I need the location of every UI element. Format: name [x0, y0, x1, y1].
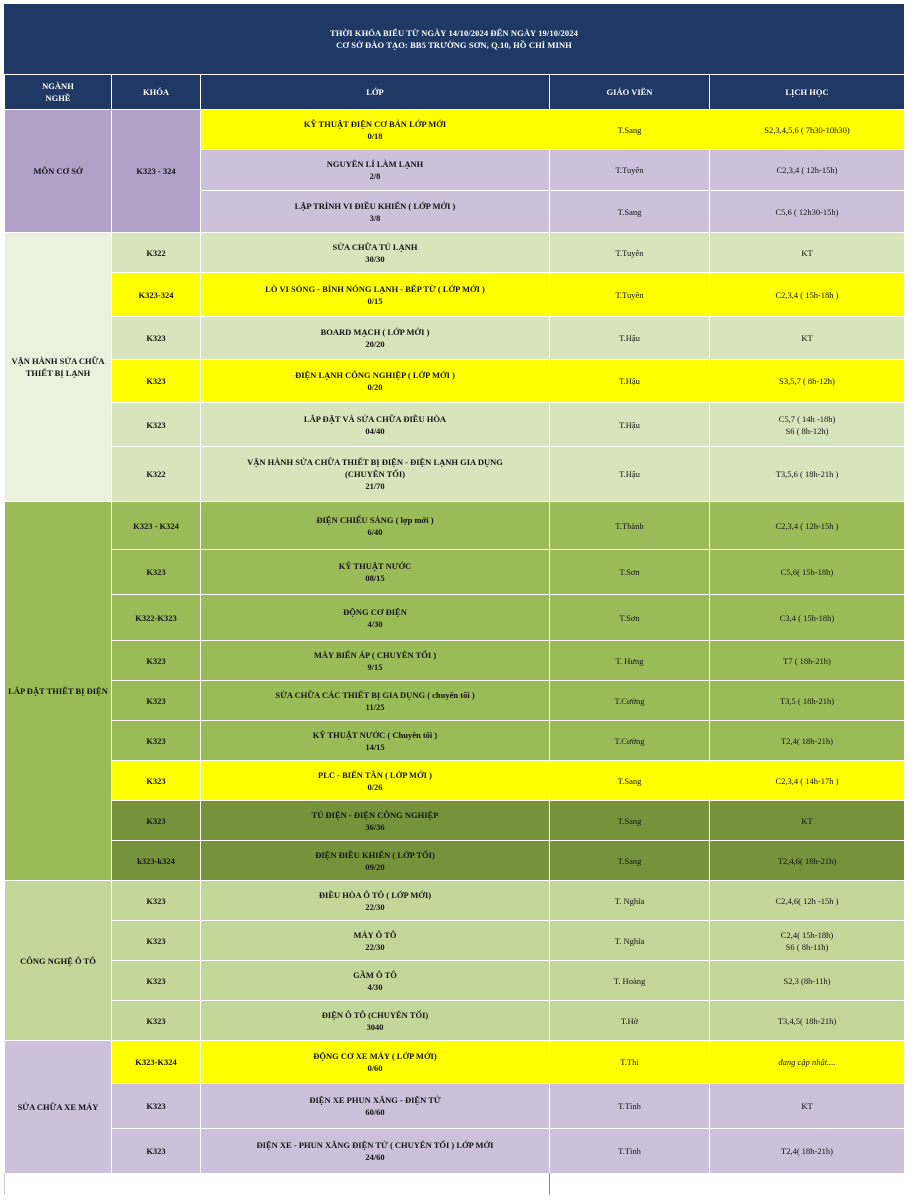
- lich-hoc-text: T3,5,6 ( 18h-21h ): [775, 469, 839, 479]
- lich-hoc-text-2: S6 ( 8h-12h): [785, 425, 829, 436]
- lich-hoc-text: S3,5,7 ( 8h-12h): [779, 376, 835, 386]
- lop-enrollment: 6/40: [367, 526, 383, 537]
- lich-hoc-cell: [710, 233, 905, 273]
- table-row: [5, 1084, 905, 1129]
- khoa-cell: K323: [112, 961, 201, 1001]
- lop-cell: [201, 317, 550, 360]
- lich-hoc-cell: [710, 191, 905, 233]
- khoa-cell: K323-324: [112, 273, 201, 317]
- header-lich-hoc: LỊCH HỌC: [710, 75, 905, 110]
- lich-hoc-cell: [710, 550, 905, 595]
- lich-hoc-cell: [710, 595, 905, 641]
- giao-vien-cell: T.Sơn: [550, 595, 710, 641]
- giao-vien-cell: T.Sang: [550, 841, 710, 881]
- lop-enrollment: 60/60: [365, 1107, 385, 1117]
- lop-cell: [201, 550, 550, 595]
- lich-hoc-cell: [710, 447, 905, 502]
- lop-name: NGUYÊN LÍ LÀM LẠNH: [326, 159, 424, 169]
- lich-hoc-cell: [710, 721, 905, 761]
- lich-hoc-cell: [710, 801, 905, 841]
- lop-enrollment: 21/70: [365, 481, 385, 491]
- table-row: [5, 1001, 905, 1041]
- table-row: [5, 317, 905, 360]
- giao-vien-cell: T.Tình: [550, 1084, 710, 1129]
- giao-vien-cell: T.Tuyên: [550, 273, 710, 317]
- lich-hoc-cell: [710, 317, 905, 360]
- lop-enrollment: 4/30: [367, 981, 383, 992]
- lop-name: ĐIỀU HÒA Ô TÔ ( LỚP MỚI): [318, 889, 432, 900]
- khoa-cell: K323: [112, 721, 201, 761]
- khoa-cell: K323 - K324: [112, 502, 201, 550]
- header-nganh-nghe: [5, 75, 112, 110]
- lop-cell: [201, 1084, 550, 1129]
- khoa-cell: K323: [112, 921, 201, 961]
- khoa-cell: K323: [112, 403, 201, 447]
- giao-vien-cell: T.Cường: [550, 681, 710, 721]
- giao-vien-cell: T.Hờ: [550, 1001, 710, 1041]
- nganh-nghe-cell: VẬN HÀNH SỬA CHỮA THIẾT BỊ LẠNH: [5, 233, 112, 502]
- table-row: [5, 595, 905, 641]
- table-row: [5, 550, 905, 595]
- lop-name: ĐIỆN XE PHUN XĂNG - ĐIỆN TỬ: [309, 1095, 441, 1105]
- lich-hoc-cell: [710, 403, 905, 447]
- lop-enrollment: 14/15: [365, 741, 385, 752]
- lop-enrollment: 0/26: [367, 781, 383, 792]
- lop-cell: [201, 1129, 550, 1174]
- giao-vien-cell: T. Nghĩa: [550, 881, 710, 921]
- lop-enrollment: 3/8: [369, 212, 381, 223]
- lich-hoc-cell: [710, 641, 905, 681]
- lop-enrollment: 22/30: [365, 901, 385, 912]
- giao-vien-cell: T.Tuyên: [550, 233, 710, 273]
- giao-vien-cell: T. Hưng: [550, 641, 710, 681]
- giao-vien-cell: T.Thành: [550, 502, 710, 550]
- lop-cell: [201, 961, 550, 1001]
- lop-name: KỸ THUẬT NƯỚC: [338, 561, 412, 571]
- lop-cell: [201, 403, 550, 447]
- khoa-cell: K323: [112, 1084, 201, 1129]
- lich-hoc-cell: [710, 110, 905, 150]
- lop-enrollment: 0/18: [367, 130, 383, 141]
- giao-vien-cell: T.Sang: [550, 110, 710, 150]
- table-row: [5, 961, 905, 1001]
- table-row: [5, 110, 905, 150]
- nganh-nghe-cell: CÔNG NGHỆ Ô TÔ: [5, 881, 112, 1041]
- nganh-nghe-cell: LẮP ĐẶT THIẾT BỊ ĐIỆN: [5, 502, 112, 881]
- lich-hoc-cell: [710, 961, 905, 1001]
- khoa-cell: K323 - 324: [112, 110, 201, 233]
- schedule-location: CƠ SỞ ĐÀO TẠO: BB5 TRƯỜNG SƠN, Q.10, HỒ CHÍ MINH: [336, 40, 572, 50]
- giao-vien-cell: T.Sơn: [550, 550, 710, 595]
- schedule-title: THỜI KHÓA BIỂU TỪ NGÀY 14/10/2024 ĐẾN NGÀY 19/10/2024: [330, 28, 578, 38]
- lich-hoc-text: KT: [801, 1101, 813, 1111]
- lop-name: KỸ THUẬT NƯỚC ( Chuyên tối ): [312, 729, 438, 740]
- giao-vien-cell: T. Hoàng: [550, 961, 710, 1001]
- khoa-cell: K323: [112, 881, 201, 921]
- lop-cell: [201, 681, 550, 721]
- lop-cell: [201, 447, 550, 502]
- lich-hoc-cell: [710, 150, 905, 191]
- khoa-cell: K323: [112, 360, 201, 403]
- table-row: [5, 360, 905, 403]
- table-row: [5, 641, 905, 681]
- lich-hoc-text: KT: [801, 815, 813, 826]
- giao-vien-cell: T.Hậu: [550, 403, 710, 447]
- lop-name: SỬA CHỮA TỦ LẠNH: [332, 241, 418, 252]
- lop-name-note: (CHUYÊN TỐI): [344, 469, 406, 479]
- lich-hoc-cell: [710, 1001, 905, 1041]
- lop-cell: [201, 595, 550, 641]
- header-nganh-label: NGÀNH: [42, 81, 74, 91]
- giao-vien-cell: T.Tình: [550, 1129, 710, 1174]
- giao-vien-cell: T.Sang: [550, 761, 710, 801]
- lop-name: ĐỘNG CƠ ĐIỆN: [343, 606, 407, 617]
- khoa-cell: K323: [112, 317, 201, 360]
- lich-hoc-text: C5,6 ( 12h30-15h): [775, 206, 839, 217]
- lich-hoc-cell: [710, 273, 905, 317]
- lop-name: LẮP ĐẶT VÀ SỬA CHỮA ĐIỀU HÒA: [303, 413, 447, 424]
- lich-hoc-text: C2,3,4 ( 12h-15h ): [775, 520, 839, 531]
- lich-hoc-cell: [710, 502, 905, 550]
- table-row: [5, 681, 905, 721]
- khoa-cell: K322: [112, 233, 201, 273]
- lop-name: LÒ VI SÓNG - BÌNH NÓNG LẠNH - BẾP TỪ ( LỚP MỚI ): [265, 283, 485, 294]
- giao-vien-cell: T.Sang: [550, 191, 710, 233]
- lop-enrollment: 24/60: [365, 1152, 385, 1162]
- lop-enrollment: 11/25: [365, 701, 385, 712]
- lich-hoc-cell: [710, 1084, 905, 1129]
- table-row: [5, 403, 905, 447]
- lop-cell: [201, 1001, 550, 1041]
- lich-hoc-text: T2,4( 18h-21h): [781, 735, 833, 746]
- lop-enrollment: 09/20: [365, 861, 385, 872]
- nganh-nghe-cell: MÔN CƠ SỞ: [5, 110, 112, 233]
- lop-enrollment: 2/8: [369, 171, 381, 181]
- lop-enrollment: 9/15: [367, 661, 383, 672]
- lich-hoc-text: C2,3,4 ( 12h-15h): [776, 165, 838, 175]
- khoa-cell: K323: [112, 761, 201, 801]
- table-row: [5, 233, 905, 273]
- lop-name: PLC - BIẾN TẦN ( LỚP MỚI ): [318, 769, 432, 780]
- lop-cell: [201, 801, 550, 841]
- lop-name: TỦ ĐIỆN - ĐIỆN CÔNG NGHIỆP: [311, 809, 439, 820]
- lop-name: MÁY BIẾN ÁP ( CHUYÊN TỐI ): [313, 649, 437, 660]
- lop-cell: [201, 150, 550, 191]
- lop-name: LẬP TRÌNH VI ĐIỀU KHIỂN ( LỚP MỚI ): [294, 200, 456, 211]
- lop-enrollment: 0/20: [367, 382, 383, 392]
- giao-vien-cell: T.Hậu: [550, 360, 710, 403]
- lop-cell: [201, 1041, 550, 1084]
- lop-cell: [201, 881, 550, 921]
- lop-name: VẬN HÀNH SỬA CHỮA THIẾT BỊ ĐIỆN - ĐIỆN LẠNH GIA DỤNG: [247, 457, 503, 467]
- lop-name: GẦM Ô TÔ: [353, 969, 397, 980]
- lop-enrollment: 0/15: [367, 295, 383, 306]
- lop-name: KỸ THUẬT ĐIỆN CƠ BẢN LỚP MỚI: [303, 118, 447, 129]
- khoa-cell: K323: [112, 1129, 201, 1174]
- giao-vien-cell: T.Hậu: [550, 447, 710, 502]
- khoa-cell: K323: [112, 641, 201, 681]
- table-row: [5, 1129, 905, 1174]
- lop-cell: [201, 761, 550, 801]
- lich-hoc-cell: [710, 1129, 905, 1174]
- lich-hoc-cell: [710, 681, 905, 721]
- khoa-cell: K322: [112, 447, 201, 502]
- lich-hoc-text: S2,3 (8h-11h): [783, 975, 831, 986]
- lop-cell: [201, 721, 550, 761]
- lop-enrollment: 04/40: [365, 425, 385, 436]
- schedule-title-banner: [4, 4, 904, 74]
- lop-name: BOARD MẠCH ( LỚP MỚI ): [320, 327, 430, 337]
- header-khoa: KHÓA: [112, 75, 201, 110]
- lich-hoc-text: KT: [801, 247, 813, 258]
- lich-hoc-text: C2,4,6( 12h -15h ): [775, 895, 839, 906]
- lop-enrollment: 08/15: [365, 573, 385, 583]
- table-row: [5, 841, 905, 881]
- lop-name: ĐỘNG CƠ XE MÁY ( LỚP MỚI): [313, 1051, 437, 1061]
- table-row: [5, 1041, 905, 1084]
- khoa-cell: K322-K323: [112, 595, 201, 641]
- header-row: [5, 75, 905, 110]
- lop-name: ĐIỆN ĐIỀU KHIỂN ( LỚP TỐI): [315, 849, 435, 860]
- lop-enrollment: 22/30: [365, 941, 385, 952]
- lop-name: ĐIỆN CHIẾU SÁNG ( lợp mới ): [316, 514, 434, 525]
- giao-vien-cell: T.Cường: [550, 721, 710, 761]
- lich-hoc-text: C2,3,4 ( 14h-17h ): [775, 775, 839, 786]
- header-lop: LỚP: [201, 75, 550, 110]
- lich-hoc-text: KT: [801, 333, 813, 343]
- lich-hoc-text: C5,7 ( 14h -18h): [778, 413, 836, 424]
- table-row: [5, 721, 905, 761]
- column-divider-line: [549, 1173, 550, 1195]
- lop-name: ĐIỆN XE - PHUN XĂNG ĐIỆN TỬ ( CHUYÊN TỐI ) LỚP MỚI: [256, 1140, 494, 1150]
- khoa-cell: K323: [112, 801, 201, 841]
- lich-hoc-text: T2,4( 18h-21h): [781, 1146, 833, 1156]
- table-row: [5, 921, 905, 961]
- lop-enrollment: 36/36: [365, 821, 385, 832]
- table-row: [5, 761, 905, 801]
- lop-cell: [201, 841, 550, 881]
- giao-vien-cell: T.Tuyên: [550, 150, 710, 191]
- table-row: [5, 447, 905, 502]
- schedule-sheet: [4, 4, 904, 1174]
- table-row: [5, 502, 905, 550]
- lop-enrollment: 3040: [366, 1021, 384, 1032]
- khoa-cell: K323-K324: [112, 1041, 201, 1084]
- lop-enrollment: 20/20: [365, 339, 385, 349]
- lich-hoc-text: T2,4,6( 18h-21h): [777, 855, 837, 866]
- lich-hoc-text: T3,5 ( 18h-21h): [779, 695, 835, 706]
- lop-enrollment: 0/60: [367, 1063, 383, 1073]
- schedule-table: [4, 74, 905, 1174]
- table-row: [5, 881, 905, 921]
- khoa-cell: k323-k324: [112, 841, 201, 881]
- lich-hoc-cell: [710, 881, 905, 921]
- lich-hoc-text: S2,3,4,5,6 ( 7h30-10h30): [764, 124, 850, 135]
- lop-cell: [201, 921, 550, 961]
- lop-cell: [201, 233, 550, 273]
- lich-hoc-cell: [710, 360, 905, 403]
- table-row: [5, 273, 905, 317]
- table-bottom-lines: [4, 1173, 904, 1195]
- khoa-cell: K323: [112, 681, 201, 721]
- header-giao-vien: GIÁO VIÊN: [550, 75, 710, 110]
- khoa-cell: K323: [112, 1001, 201, 1041]
- lop-name: MÁY Ô TÔ: [353, 929, 397, 940]
- lich-hoc-cell: [710, 921, 905, 961]
- lich-hoc-cell: [710, 1041, 905, 1084]
- lich-hoc-text: T3,4,5( 18h-21h): [777, 1015, 837, 1026]
- lich-hoc-text: C3,4 ( 15h-18h): [779, 612, 835, 623]
- lop-enrollment: 30/30: [365, 253, 385, 264]
- giao-vien-cell: T. Nghĩa: [550, 921, 710, 961]
- nganh-nghe-cell: SỬA CHỮA XE MÁY: [5, 1041, 112, 1174]
- lop-enrollment: 4/30: [367, 618, 383, 629]
- lich-hoc-text: T7 ( 18h-21h): [783, 655, 831, 666]
- lop-cell: [201, 273, 550, 317]
- lop-cell: [201, 191, 550, 233]
- schedule-body: [5, 110, 905, 1174]
- lop-cell: [201, 360, 550, 403]
- lich-hoc-text: C2,4( 15h-18h): [780, 929, 834, 940]
- lop-cell: [201, 641, 550, 681]
- header-nghe-label: NGHỀ: [45, 93, 71, 103]
- khoa-cell: K323: [112, 550, 201, 595]
- lich-hoc-text: C5,6( 15h-18h): [780, 567, 834, 577]
- lop-name: ĐIỆN LẠNH CÔNG NGHIỆP ( LỚP MỚI ): [295, 370, 455, 380]
- table-row: [5, 801, 905, 841]
- lich-hoc-text: C2,3,4 ( 15h-18h ): [775, 289, 839, 300]
- lich-hoc-cell: [710, 841, 905, 881]
- lop-name: SỬA CHỮA CÁC THIẾT BỊ GIA DỤNG ( chuyên tối ): [275, 689, 475, 700]
- giao-vien-cell: T.Hậu: [550, 317, 710, 360]
- lop-name: ĐIỆN Ô TÔ (CHUYÊN TỐI): [321, 1009, 429, 1020]
- lop-cell: [201, 502, 550, 550]
- giao-vien-cell: T.Sang: [550, 801, 710, 841]
- lich-hoc-text: đang cập nhật....: [778, 1057, 836, 1067]
- left-border-line: [4, 1173, 5, 1195]
- lich-hoc-cell: [710, 761, 905, 801]
- lich-hoc-text-2: S6 ( 8h-11h): [785, 941, 829, 952]
- giao-vien-cell: T.Thi: [550, 1041, 710, 1084]
- lop-cell: [201, 110, 550, 150]
